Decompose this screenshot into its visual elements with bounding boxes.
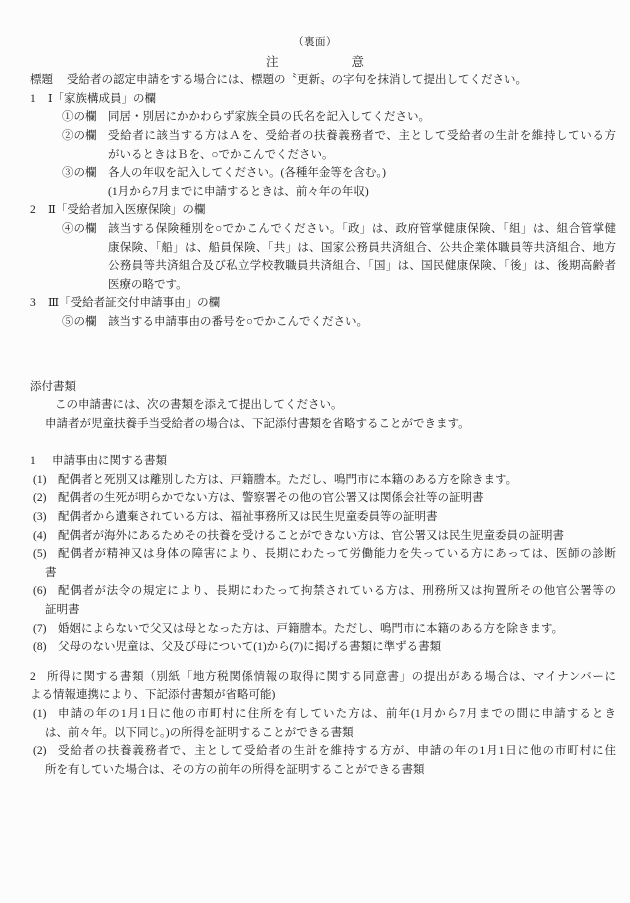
caution-section-3-heading: [0, 294, 630, 313]
list-item-text: 受給者の扶養義務者で、主として受給者の生計を維持する方が、申請の年の1月1日に他の市町村に住: [58, 745, 616, 758]
group1-item-6-continuation: [0, 601, 630, 620]
list-item-label: (7): [33, 622, 47, 635]
attachments-group-2-heading: [0, 668, 630, 687]
attachments-intro-2: [0, 415, 630, 434]
list-item-text: 申請の年の1月1日に他の市町村に住所を有していた方は、前年(1月から7月までの間に申請するとき: [58, 708, 616, 720]
list-item-text: 所を有していた場合は、その方の前年の所得を証明することができる書類: [45, 763, 425, 776]
list-item-text: 証明書: [45, 604, 80, 617]
caution-title-right: 意: [351, 54, 365, 69]
side-label-text: （裏面）: [293, 37, 337, 48]
list-item-label: (2): [33, 492, 47, 505]
list-item-label: (4): [33, 529, 47, 542]
group1-item-7: [0, 620, 630, 639]
group1-item-5: [0, 545, 630, 564]
list-item-label: (1): [33, 473, 47, 486]
caution-headline-text: 受給者の認定申請をする場合には、標題の〝更新〟の字句を抹消して提出してください。: [67, 74, 527, 87]
list-item-label: (5): [33, 548, 47, 561]
item-4-continuation: [0, 239, 630, 258]
item-4-line: [0, 220, 630, 239]
group1-item-1: [0, 471, 630, 490]
item-1-line: [0, 108, 630, 127]
group2-item-2: [0, 742, 630, 761]
item-3-line: [0, 164, 630, 183]
section-number: 3: [30, 297, 36, 310]
item-label: ④の欄: [62, 222, 97, 235]
list-item-text: 配偶者が法令の規定により、長期にわたって拘禁されている方は、刑務所又は拘置所その他官公署等の: [58, 585, 616, 598]
group-title: 所得に関する書類（別紙「地方税関係情報の取得に関する同意書」の提出がある場合は、マイナンバーに: [47, 670, 616, 683]
item-label: ①の欄: [62, 111, 97, 124]
item-label: ②の欄: [62, 129, 97, 142]
item-4-continuation: [0, 257, 630, 276]
item-text: 該当する保険種別を○でかこんでください。「政」は、政府管掌健康保険、「組」は、組合管掌健: [108, 222, 616, 235]
caution-title: [0, 53, 630, 72]
attachments-intro-1: [0, 396, 630, 415]
caution-headline: [0, 71, 630, 90]
caution-section-1-heading: [0, 90, 630, 109]
list-item-label: (8): [33, 641, 47, 654]
attachments-title-text: 添付書類: [30, 380, 76, 393]
page-side-label: [0, 34, 630, 53]
group-number: 1: [30, 455, 36, 468]
list-item-text: 婚姻によらないで父又は母となった方は、戸籍謄本。ただし、鳴門市に本籍のある方を除きます。: [58, 622, 564, 635]
caution-headline-label: 標題: [30, 74, 53, 87]
item-4-continuation: [0, 276, 630, 295]
item-text: 受給者に該当する方はＡを、受給者の扶養義務者で、主として受給者の生計を維持している方: [108, 129, 616, 142]
list-item-text: 配偶者と死別又は離別した方は、戸籍謄本。ただし、鳴門市に本籍のある方を除きます。: [58, 473, 518, 486]
attachments-group-1-heading: [0, 452, 630, 471]
item-3-continuation: [0, 183, 630, 202]
group2-item-1: [0, 705, 630, 724]
list-item-text: 父母のない児童は、父及び母について(1)から(7)に掲げる書類に準ずる書類: [58, 641, 442, 654]
group1-item-3: [0, 508, 630, 527]
list-item-text: 配偶者から遺棄されている方は、福祉事務所又は民生児童委員等の証明書: [58, 511, 438, 524]
group2-item-1-continuation: [0, 724, 630, 743]
item-2-continuation: [0, 146, 630, 165]
section-title: Ⅱ「受給者加入医療保険」の欄: [48, 204, 206, 217]
section-title: Ⅲ「受給者証交付申請事由」の欄: [48, 297, 221, 310]
item-2-line: [0, 127, 630, 146]
caution-title-left: 注: [265, 54, 279, 69]
item-text: がいるときはＢを、○でかこんでください。: [108, 148, 334, 161]
list-item-text: 配偶者の生死が明らかでない方は、警察署その他の官公署又は関係会社等の証明書: [58, 492, 484, 505]
attachments-title: [0, 378, 630, 397]
list-item-text: は、前々年。以下同じ。)の所得を証明することができる書類: [45, 726, 354, 739]
item-text: 康保険、「船」は、船員保険、「共」は、国家公務員共済組合、公共企業体職員等共済組合、地方: [108, 241, 616, 254]
item-label: ③の欄: [62, 167, 97, 180]
group1-item-5-continuation: [0, 564, 630, 583]
group1-item-6: [0, 582, 630, 601]
group-title: よる情報連携により、下記添付書類が省略可能): [30, 689, 276, 702]
group1-item-2: [0, 489, 630, 508]
group-title: 申請事由に関する書類: [52, 455, 167, 468]
list-item-text: 書: [45, 566, 57, 579]
intro-text: 申請者が児童扶養手当受給者の場合は、下記添付書類を省略することができます。: [45, 417, 470, 430]
group1-item-4: [0, 527, 630, 546]
list-item-label: (3): [33, 511, 47, 524]
intro-text: この申請書には、次の書類を添えて提出してください。: [55, 399, 343, 412]
item-text: 公務員等共済組合及び私立学校教職員共済組合、「国」は、国民健康保険、「後」は、後期高齢者: [108, 260, 616, 273]
group-number: 2: [30, 670, 36, 683]
item-text: (1月から7月までに申請するときは、前々年の年収): [108, 185, 369, 198]
list-item-text: 配偶者が精神又は身体の障害により、長期にわたって労働能力を失っている方にあっては、医師の診断: [58, 548, 616, 561]
caution-section-2-heading: [0, 201, 630, 220]
section-number: 1: [30, 92, 36, 105]
group2-item-2-continuation: [0, 761, 630, 780]
item-text: 同居・別居にかかわらず家族全員の氏名を記入してください。: [108, 111, 430, 124]
list-item-text: 配偶者が海外にあるためその扶養を受けることができない方は、官公署又は民生児童委員の証明書: [58, 529, 564, 542]
group1-item-8: [0, 638, 630, 657]
item-text: 医療の略です。: [108, 278, 188, 291]
item-text: 各人の年収を記入してください。(各種年金等を含む。): [108, 167, 386, 180]
list-item-label: (6): [33, 585, 47, 598]
section-number: 2: [30, 204, 36, 217]
item-label: ⑤の欄: [62, 315, 97, 328]
item-text: 該当する申請事由の番号を○でかこんでください。: [108, 315, 368, 328]
list-item-label: (2): [33, 745, 47, 758]
list-item-label: (1): [33, 708, 47, 720]
attachments-group-2-heading-continuation: [0, 686, 630, 705]
item-5-line: [0, 313, 630, 332]
section-title: Ⅰ「家族構成員」の欄: [48, 92, 157, 105]
